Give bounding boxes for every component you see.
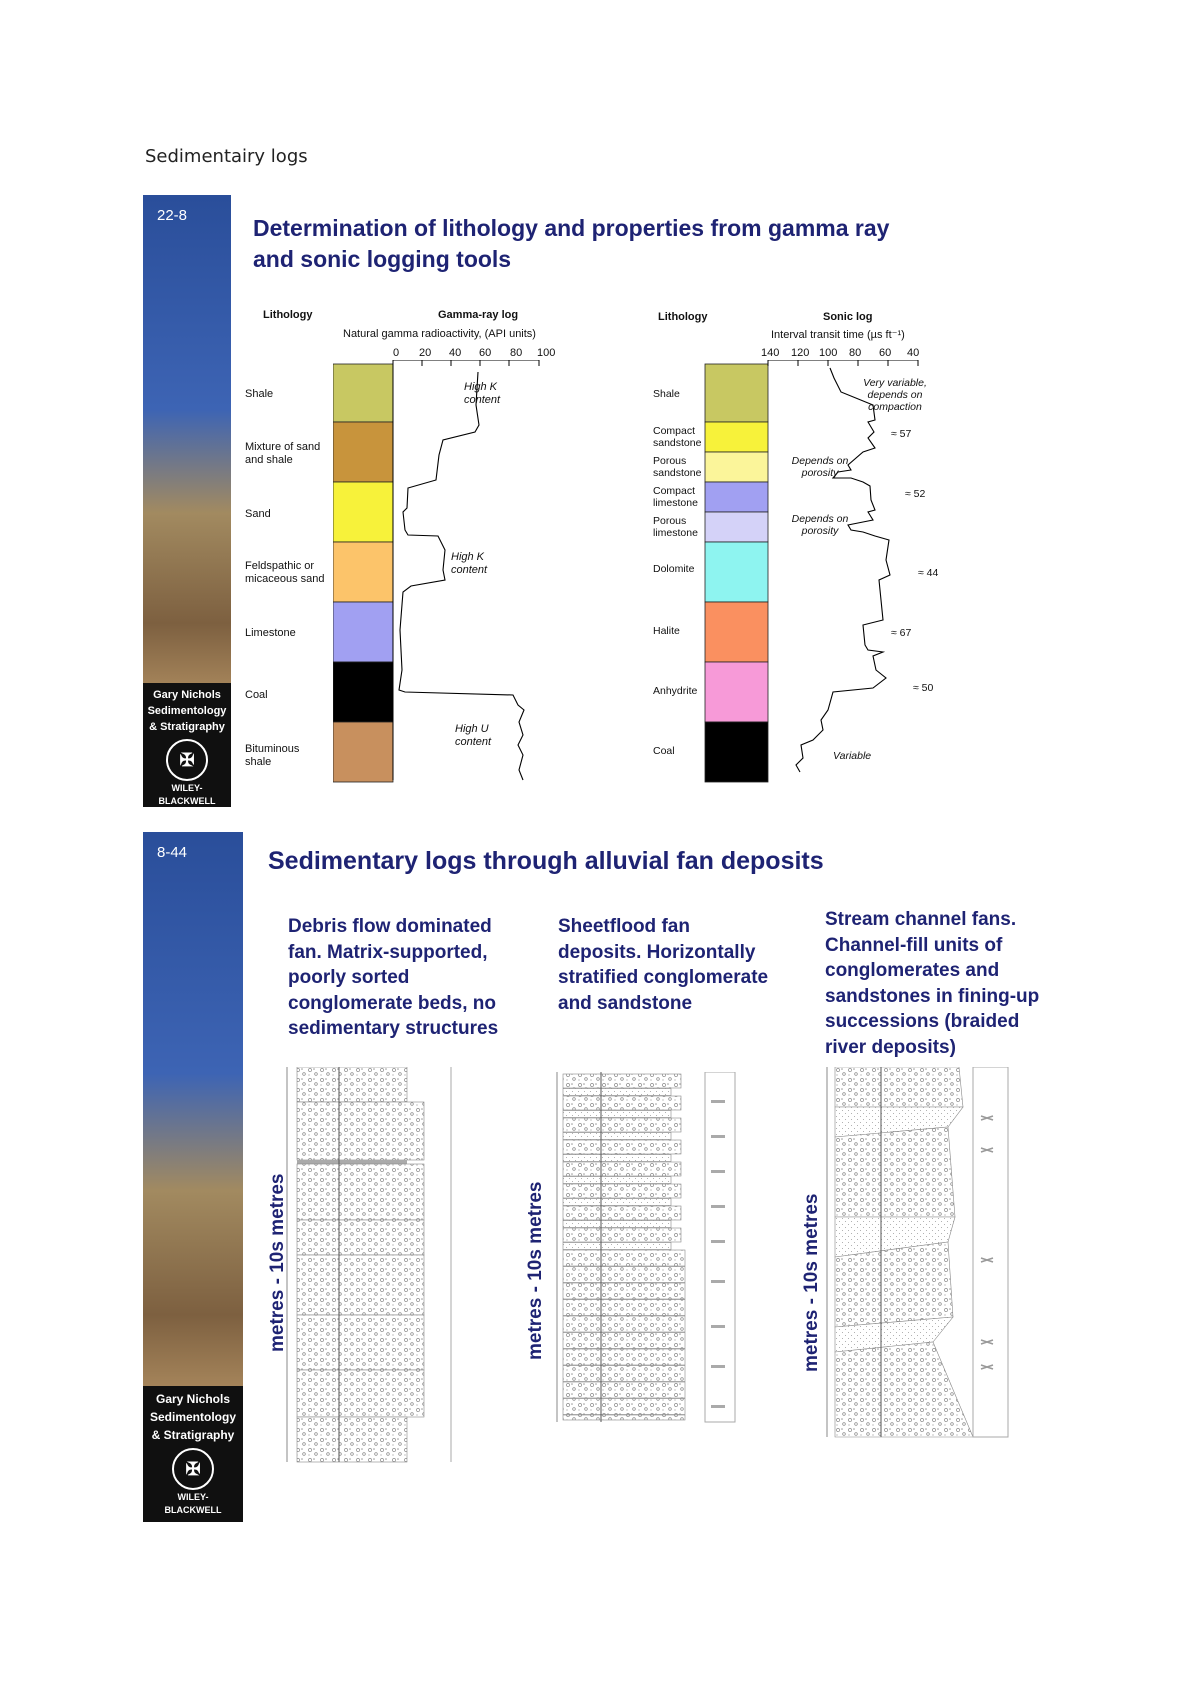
gamma-layer-label: Bituminous shale (245, 743, 300, 768)
stream-channel-log (823, 1067, 1023, 1447)
gamma-note: High K content (464, 381, 501, 406)
slide-alluvial-fan (143, 832, 1073, 1522)
sonic-layer-label: Halite (653, 625, 680, 637)
sonic-lithology-header: Lithology (658, 311, 708, 323)
lithology-layer (705, 452, 768, 482)
gamma-layer-label: Sand (245, 508, 271, 520)
sonic-note: Depends on porosity (791, 455, 849, 479)
lithology-layer (333, 542, 393, 602)
lithology-layer (705, 722, 768, 782)
sediment-bed (563, 1283, 685, 1299)
sonic-note: Very variable, depends on compaction (863, 377, 927, 413)
sediment-bed (563, 1133, 671, 1140)
slide-title: Determination of lithology and properties from gamma ray and sonic logging tools (253, 215, 890, 272)
sediment-bed (563, 1333, 685, 1349)
page-heading: Sedimentairy logs (145, 146, 308, 167)
sediment-bed (563, 1221, 671, 1228)
sediment-bed (563, 1199, 671, 1206)
slide-gamma-sonic: 22-8 Gary Nichols Sedimentology & Stratigraphy ✠ WILEY- BLACKWELL Determination of lithology and properties from gamma ray and sonic logging tools Lithology Gamma-ray log Natural gamma radioactivity, (API units) 0 20 40 60 80 100 Shale Mixture of sand and shale Sand Feldspathic or micaceous sand Limestone Coal Bituminous shale High K content High K content High U content Lithology Sonic log Interval transit time (µs ft⁻¹) 140 120 100 80 60 40 Shale Compact sandstone Porous sandstone Compact limestone Porous limestone Dolomite Halite Anhydrite Coal Very variable, depends on compaction Depends on porosity Depends on porosity Variable ≈ 57 ≈ 52 ≈ 44 ≈ 67 ≈ 50 (143, 195, 1073, 807)
sonic-note: Depends on porosity (791, 513, 849, 537)
sediment-bed (563, 1206, 681, 1220)
lithology-layer (333, 602, 393, 662)
sediment-bed (563, 1366, 685, 1382)
sonic-layer-label: Shale (653, 388, 680, 400)
sonic-value: ≈ 52 (905, 488, 926, 500)
sonic-layer-label: Compact sandstone (653, 425, 702, 449)
gamma-note: High U content (455, 723, 492, 748)
sonic-layer-label: Porous sandstone (653, 455, 702, 479)
sediment-bed (563, 1399, 685, 1415)
publisher-logo-icon: ✠ (166, 739, 208, 781)
gamma-ray-log-chart (333, 360, 703, 800)
sonic-log-header: Sonic log (823, 311, 873, 323)
sediment-bed (563, 1089, 671, 1096)
gamma-layer-label: Mixture of sand and shale (245, 441, 321, 466)
sediment-bed (563, 1118, 681, 1132)
lithology-layer (333, 662, 393, 722)
lithology-layer (705, 662, 768, 722)
sediment-bed (563, 1177, 671, 1184)
sediment-bed (563, 1250, 685, 1266)
book-caption: Gary Nichols Sedimentology & Stratigraphy ✠ WILEY- BLACKWELL (143, 683, 231, 807)
publisher-logo-icon: ✠ (172, 1448, 214, 1490)
lithology-layer (333, 422, 393, 482)
sediment-bed (563, 1316, 685, 1332)
sheetflood-log (553, 1072, 743, 1432)
gamma-layer-label: Limestone (245, 627, 296, 639)
lithology-layer (705, 364, 768, 422)
sonic-log-chart (703, 360, 1073, 800)
gamma-layer-label: Coal (245, 689, 268, 701)
log-description: Debris flow dominated fan. Matrix-supported, poorly sorted conglomerate beds, no sedimentary structures (288, 916, 499, 1039)
slide-sidebar (143, 195, 231, 807)
sediment-bed (563, 1162, 681, 1176)
gamma-layer-label: Shale (245, 388, 274, 400)
sonic-layer-label: Coal (653, 745, 675, 757)
lithology-layer (705, 482, 768, 512)
sediment-bed (563, 1267, 685, 1283)
sediment-bed (563, 1415, 685, 1420)
sonic-layer-label: Compact limestone (653, 485, 698, 509)
log-y-axis-label: metres - 10s metres (267, 1173, 288, 1352)
sediment-bed (563, 1228, 681, 1242)
gamma-axis-label: Natural gamma radioactivity, (API units) (343, 328, 536, 340)
slide-number: 8-44 (157, 844, 188, 861)
gamma-log-header: Gamma-ray log (438, 309, 519, 321)
lithology-layer (333, 482, 393, 542)
slide-title: Sedimentary logs through alluvial fan deposits (268, 847, 824, 875)
lithology-layer (705, 422, 768, 452)
sonic-value: ≈ 44 (918, 567, 939, 579)
gamma-lithology-header: Lithology (263, 309, 313, 321)
lithology-layer (705, 542, 768, 602)
log-y-axis-label: metres - 10s metres (801, 1193, 822, 1372)
sonic-value: ≈ 50 (913, 682, 934, 694)
gamma-note: High K content (451, 551, 488, 576)
sonic-layer-label: Anhydrite (653, 685, 698, 697)
sonic-layer-label: Dolomite (653, 563, 695, 575)
sediment-bed (563, 1096, 681, 1110)
sonic-axis-label: Interval transit time (µs ft⁻¹) (771, 329, 905, 341)
sediment-bed (563, 1382, 685, 1398)
lithology-layer (705, 602, 768, 662)
sonic-log-curve (796, 368, 890, 772)
gamma-layer-label: Feldspathic or micaceous sand (245, 560, 325, 585)
log-description: Stream channel fans. Channel-fill units of conglomerates and sandstones in fining-up successions (braided river deposits) (825, 909, 1040, 1058)
log-description: Sheetflood fan deposits. Horizontally stratified conglomerate and sandstone (558, 916, 769, 1014)
slide-number: 22-8 (157, 207, 188, 224)
lithology-layer (705, 512, 768, 542)
sediment-bed (563, 1300, 685, 1316)
sediment-bed (563, 1349, 685, 1365)
slide-sidebar (143, 832, 243, 1522)
sediment-bed (563, 1074, 681, 1088)
sonic-value: ≈ 57 (891, 428, 912, 440)
sonic-note: Variable (833, 750, 872, 762)
sonic-layer-label: Porous limestone (653, 515, 698, 539)
lithology-layer (333, 722, 393, 782)
sediment-bed (563, 1111, 671, 1118)
log-y-axis-label: metres - 10s metres (525, 1181, 546, 1360)
sediment-bed (563, 1140, 681, 1154)
lithology-layer (333, 364, 393, 422)
debris-flow-log (283, 1067, 453, 1467)
sonic-value: ≈ 67 (891, 627, 912, 639)
sediment-bed (563, 1155, 671, 1162)
book-caption: Gary Nichols Sedimentology & Stratigraphy ✠ WILEY- BLACKWELL (143, 1386, 243, 1522)
sediment-bed (563, 1243, 671, 1250)
sediment-bed (563, 1184, 681, 1198)
